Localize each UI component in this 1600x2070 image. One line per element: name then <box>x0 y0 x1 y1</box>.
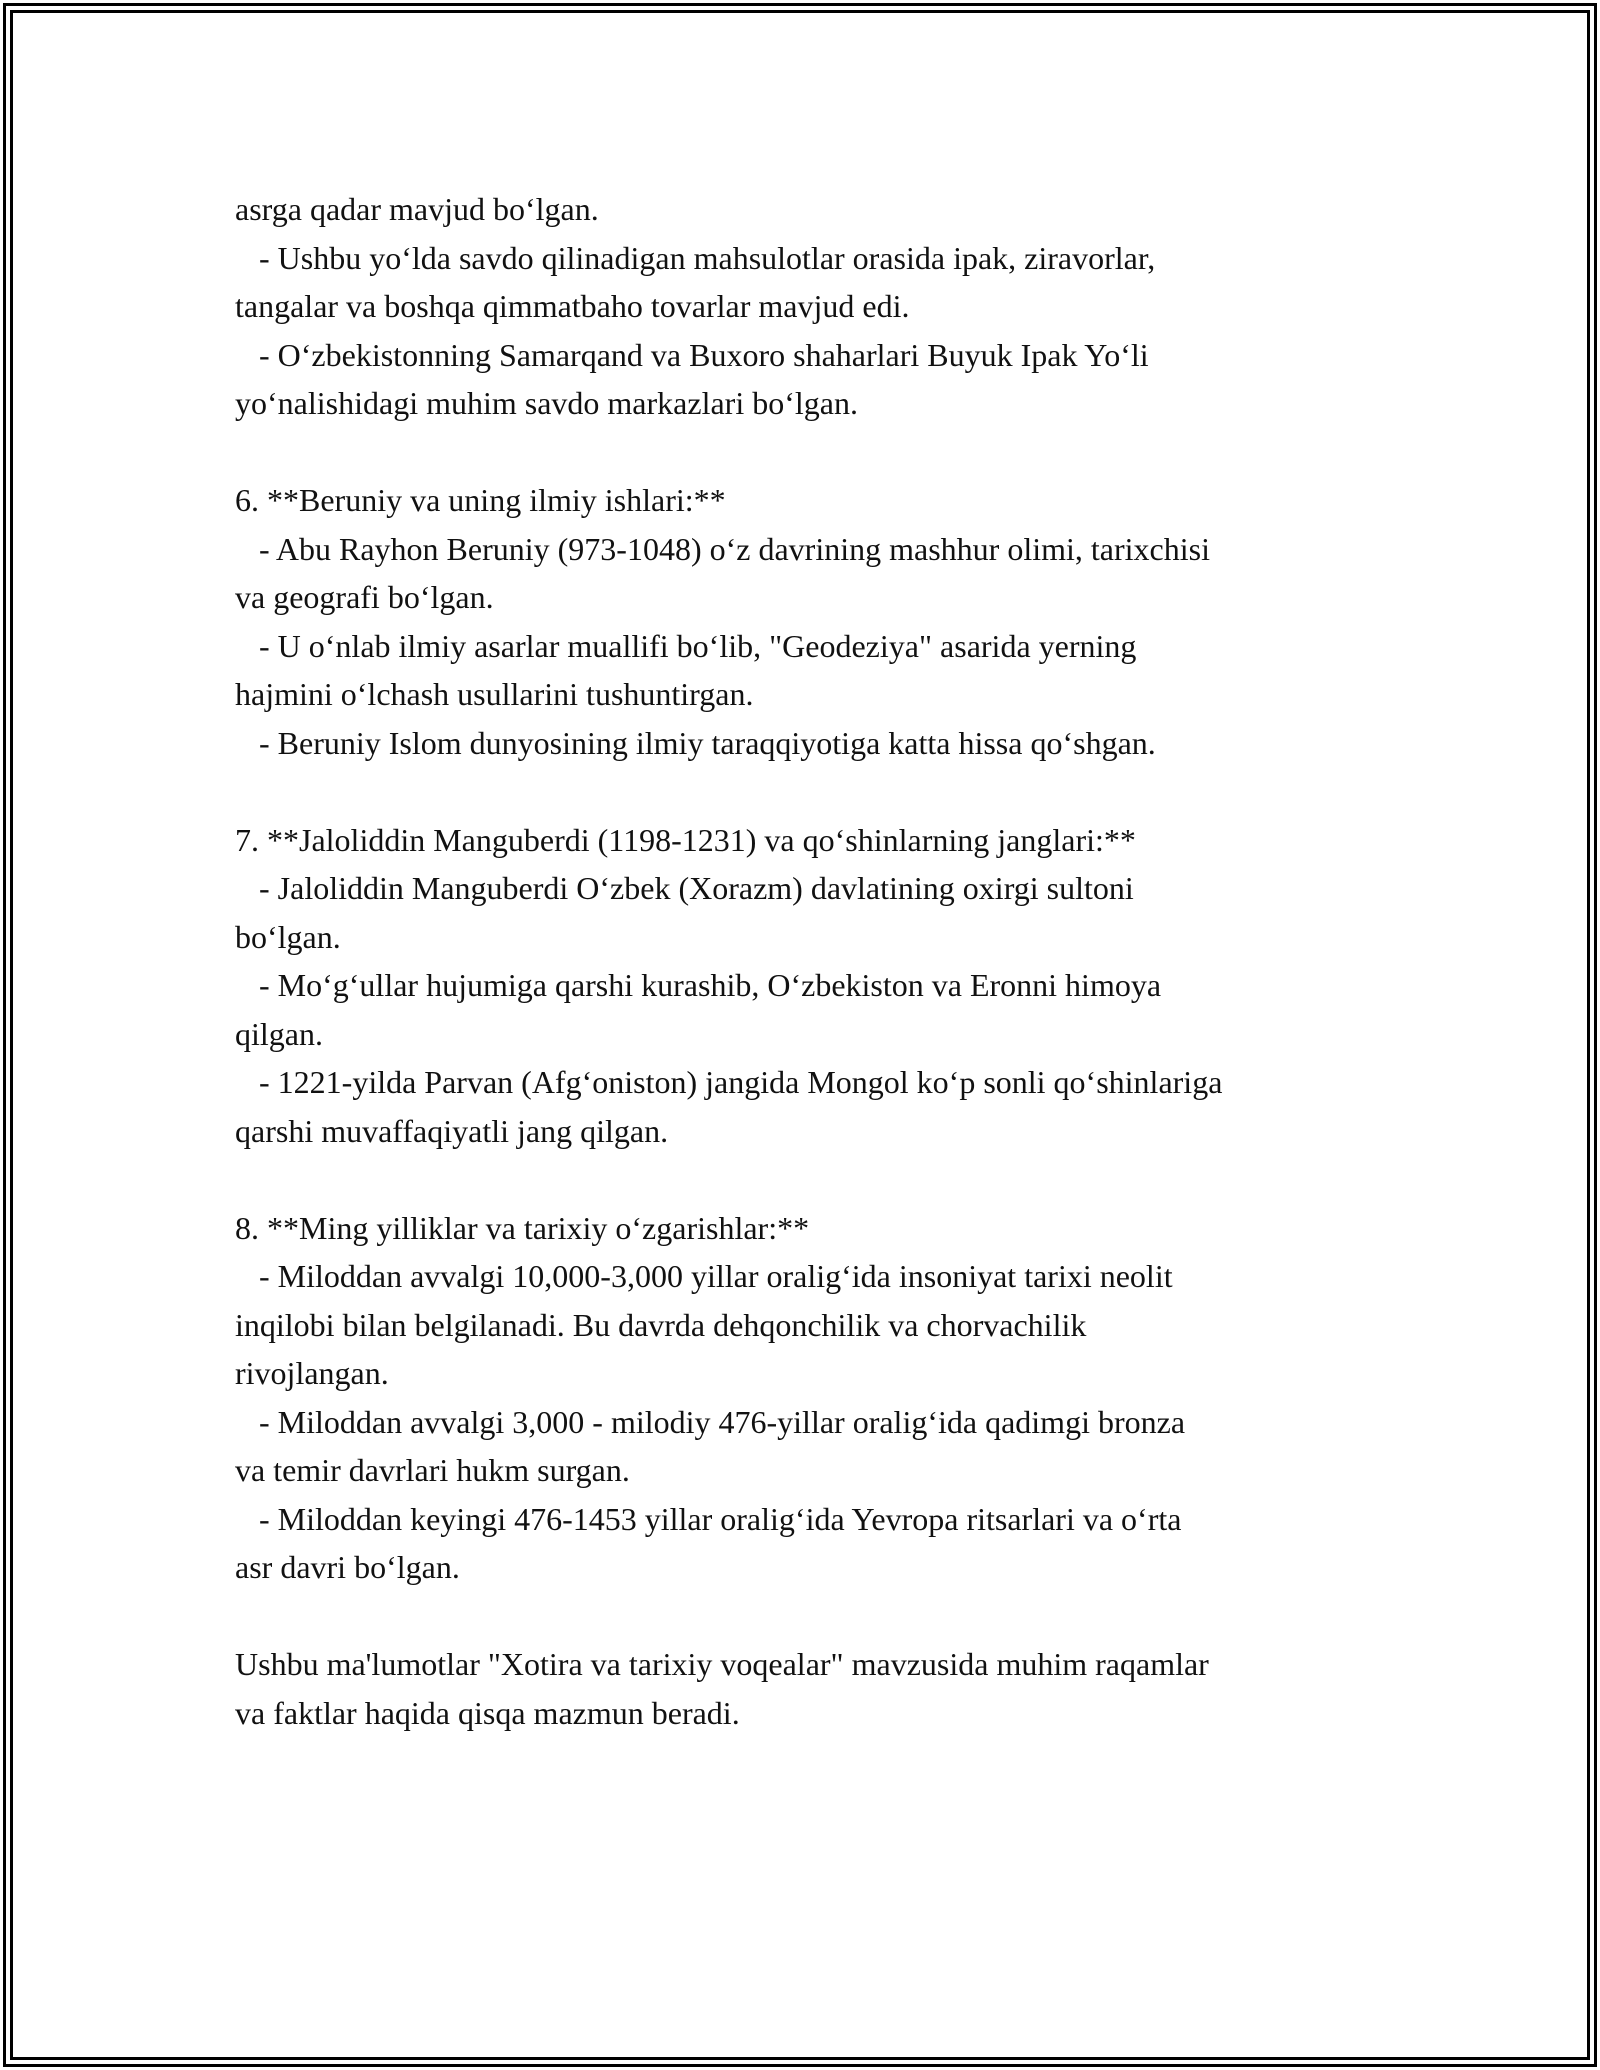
text-line: va temir davrlari hukm surgan. <box>235 1452 630 1488</box>
text-line: asrga qadar mavjud bo‘lgan. <box>235 191 599 227</box>
text-line: - Miloddan avvalgi 10,000-3,000 yillar oralig‘ida insoniyat tarixi neolit <box>235 1258 1173 1294</box>
section-heading: 7. **Jaloliddin Manguberdi (1198-1231) va qo‘shinlarning janglari:** <box>235 821 1136 858</box>
text-line: rivojlangan. <box>235 1355 389 1391</box>
text-line: qarshi muvaffaqiyatli jang qilgan. <box>235 1112 669 1149</box>
section-heading: 6. **Beruniy va uning ilmiy ishlari:** <box>235 482 726 518</box>
text-line: - Miloddan avvalgi 3,000 - milodiy 476-yillar oralig‘ida qadimgi bronza <box>235 1403 1186 1440</box>
text-line: va geografi bo‘lgan. <box>235 579 494 615</box>
text-line: - U o‘nlab ilmiy asarlar muallifi bo‘lib, "Geodeziya" asarida yerning <box>235 627 1137 664</box>
text-line: - O‘zbekistonning Samarqand va Buxoro shaharlari Buyuk Ipak Yo‘li <box>235 336 1149 373</box>
text-line: asr davri bo‘lgan. <box>235 1549 460 1585</box>
text-line: - Beruniy Islom dunyosining ilmiy taraqqiyotiga katta hissa qo‘shgan. <box>235 724 1156 761</box>
blank-line <box>235 428 1385 477</box>
text-line: - Ushbu yo‘lda savdo qilinadigan mahsulotlar orasida ipak, ziravorlar, <box>235 239 1156 276</box>
text-line: tangalar va boshqa qimmatbaho tovarlar mavjud edi. <box>235 288 910 324</box>
section-heading: 8. **Ming yilliklar va tarixiy o‘zgarishlar:** <box>235 1209 810 1246</box>
text-line: - Mo‘g‘ullar hujumiga qarshi kurashib, O‘zbekiston va Eronni himoya <box>235 967 1162 1003</box>
document-body <box>235 185 1385 1737</box>
text-line: bo‘lgan. <box>235 918 341 955</box>
blank-line <box>235 767 1385 816</box>
text-line: - Miloddan keyingi 476-1453 yillar oralig‘ida Yevropa ritsarlari va o‘rta <box>235 1500 1182 1537</box>
text-line: - 1221-yilda Parvan (Afg‘oniston) jangida Mongol ko‘p sonli qo‘shinlariga <box>235 1064 1223 1100</box>
text-line: yo‘nalishidagi muhim savdo markazlari bo‘lgan. <box>235 385 858 421</box>
text-line: hajmini o‘lchash usullarini tushuntirgan. <box>235 676 754 712</box>
blank-line <box>235 1155 1385 1204</box>
text-line: qilgan. <box>235 1015 323 1052</box>
summary-text: Ushbu ma'lumotlar "Xotira va tarixiy voqealar" mavzusida muhim raqamlar <box>235 1646 1209 1682</box>
text-line: inqilobi bilan belgilanadi. Bu davrda dehqonchilik va chorvachilik <box>235 1306 1087 1343</box>
text-line: - Abu Rayhon Beruniy (973-1048) o‘z davrining mashhur olimi, tarixchisi <box>235 530 1210 567</box>
blank-line <box>235 1592 1385 1641</box>
text-line: - Jaloliddin Manguberdi O‘zbek (Xorazm) davlatining oxirgi sultoni <box>235 870 1134 906</box>
summary-text: va faktlar haqida qisqa mazmun beradi. <box>235 1694 740 1731</box>
